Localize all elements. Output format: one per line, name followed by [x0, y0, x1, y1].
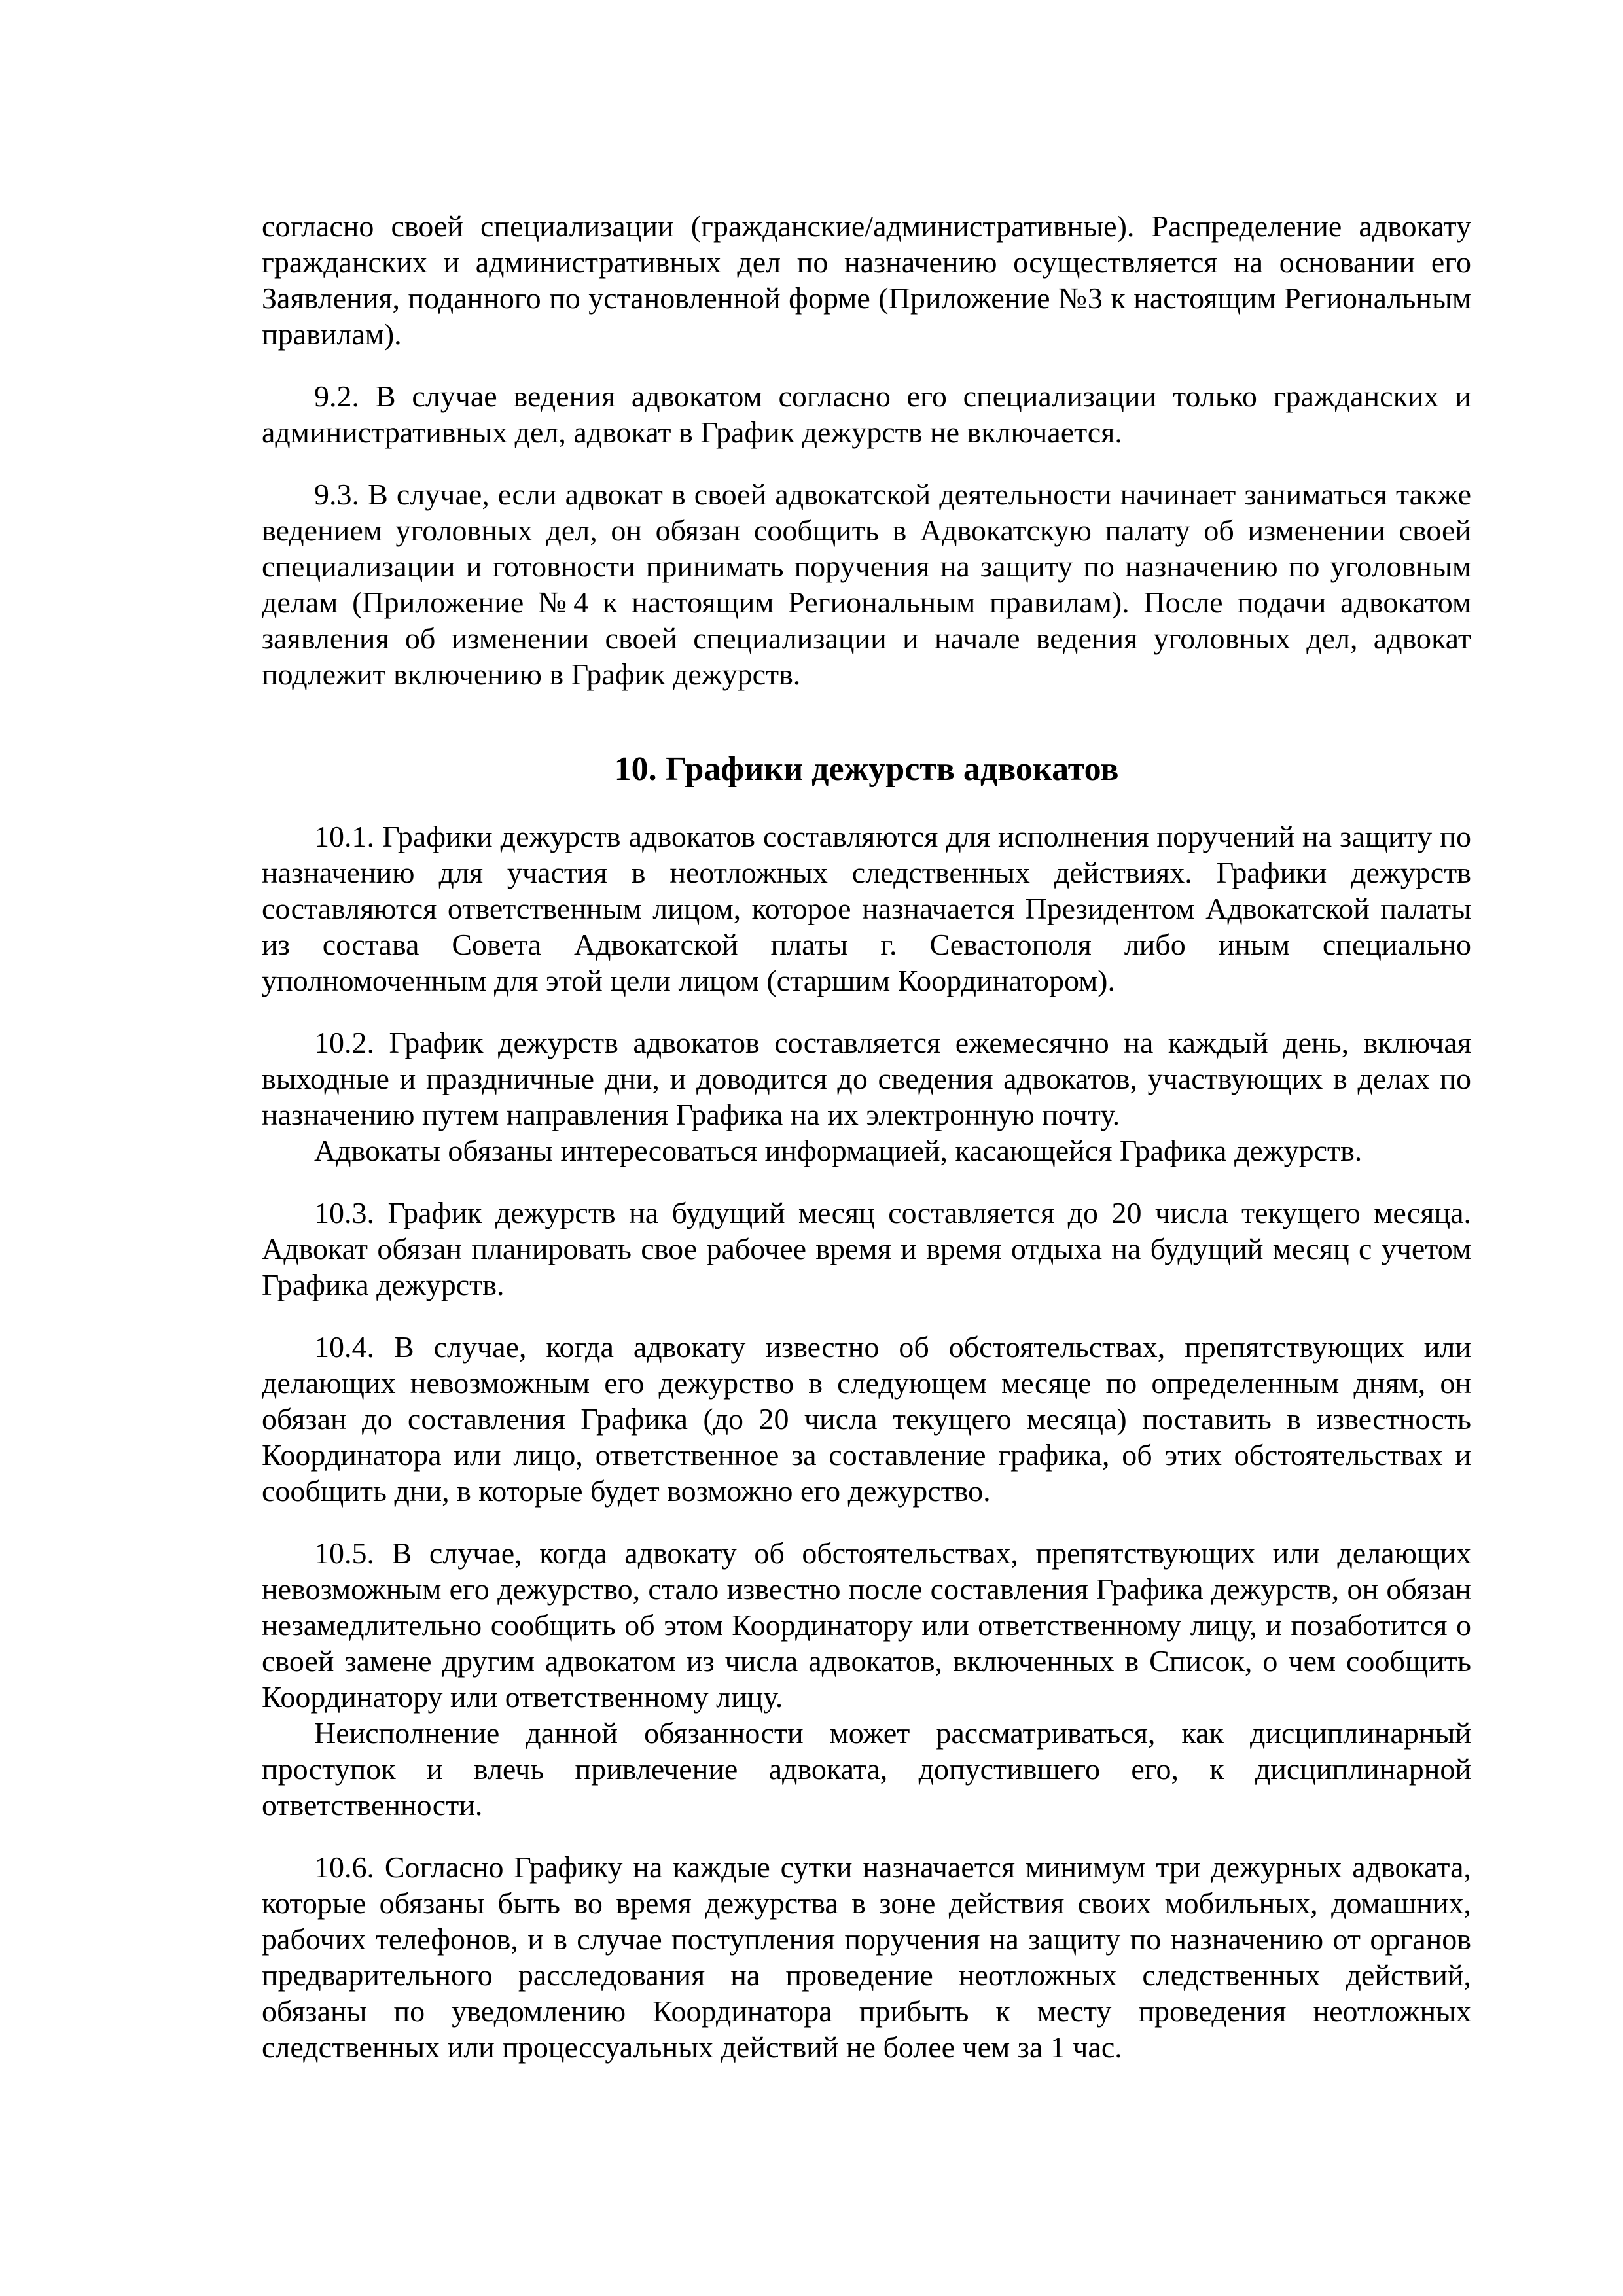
- clause-10-5-note: Неисполнение данной обязанности может рассматриваться, как дисциплинарный проступок и влечь привлечение адвоката, допустившего его, к дисциплинарной ответственности.: [262, 1716, 1471, 1822]
- page-content: [262, 208, 1471, 2065]
- clause-10-4: 10.4. В случае, когда адвокату известно об обстоятельствах, препятствующих или делающих невозможным его дежурство в следующем месяце по определенным дням, он обязан до составления Графика (до 20 числа текущего месяца) поставить в известность Координатора или лицо, ответственное за составление графика, об этих обстоятельствах и сообщить дни, в которые будет возможно его дежурство.: [262, 1330, 1471, 1508]
- section-10-heading: 10. Графики дежурств адвокатов: [614, 751, 1119, 788]
- clause-10-1: 10.1. Графики дежурств адвокатов составляются для исполнения поручений на защиту по назначению для участия в неотложных следственных действиях. Графики дежурств составляются ответственным лицом, которое назначается Президентом Адвокатской палаты из состава Совета Адвокатской платы г. Севастополя либо иным специально уполномоченным для этой цели лицом (старшим Координатором).: [262, 820, 1471, 997]
- clause-10-2: 10.2. График дежурств адвокатов составляется ежемесячно на каждый день, включая выходные и праздничные дни, и доводится до сведения адвокатов, участвующих в делах по назначению путем направления Графика на их электронную почту.: [262, 1026, 1471, 1131]
- clause-10-3: 10.3. График дежурств на будущий месяц составляется до 20 числа текущего месяца. Адвокат обязан планировать свое рабочее время и время отдыха на будущий месяц с учетом Графика дежурств.: [262, 1196, 1471, 1301]
- clause-9-3: 9.3. В случае, если адвокат в своей адвокатской деятельности начинает заниматься также ведением уголовных дел, он обязан сообщить в Адвокатскую палату об изменении своей специализации и готовности принимать поручения на защиту по назначению по уголовным делам (Приложение №4 к настоящим Региональным правилам). После подачи адвокатом заявления об изменении своей специализации и начале ведения уголовных дел, адвокат подлежит включению в График дежурств.: [262, 478, 1471, 691]
- paragraph-continuation: согласно своей специализации (гражданские/административные). Распределение адвокату гражданских и административных дел по назначению осуществляется на основании его Заявления, поданного по установленной форме (Приложение №3 к настоящим Региональным правилам).: [262, 209, 1471, 351]
- clause-10-5: 10.5. В случае, когда адвокату об обстоятельствах, препятствующих или делающих невозможным его дежурство, стало известно после составления Графика дежурств, он обязан незамедлительно сообщить об этом Координатору или ответственному лицу, и позаботится о своей замене другим адвокатом из числа адвокатов, включенных в Список, о чем сообщить Координатору или ответственному лицу.: [262, 1536, 1471, 1714]
- clause-9-2: 9.2. В случае ведения адвокатом согласно его специализации только гражданских и административных дел, адвокат в График дежурств не включается.: [262, 380, 1471, 449]
- clause-10-2-note: Адвокаты обязаны интересоваться информацией, касающейся Графика дежурств.: [314, 1134, 1363, 1167]
- clause-10-6: 10.6. Согласно Графику на каждые сутки назначается минимум три дежурных адвоката, которые обязаны быть во время дежурства в зоне действия своих мобильных, домашних, рабочих телефонов, и в случае поступления поручения на защиту по назначению от органов предварительного расследования на проведение неотложных следственных действий, обязаны по уведомлению Координатора прибыть к месту проведения неотложных следственных или процессуальных действий не более чем за 1 час.: [262, 1850, 1471, 2064]
